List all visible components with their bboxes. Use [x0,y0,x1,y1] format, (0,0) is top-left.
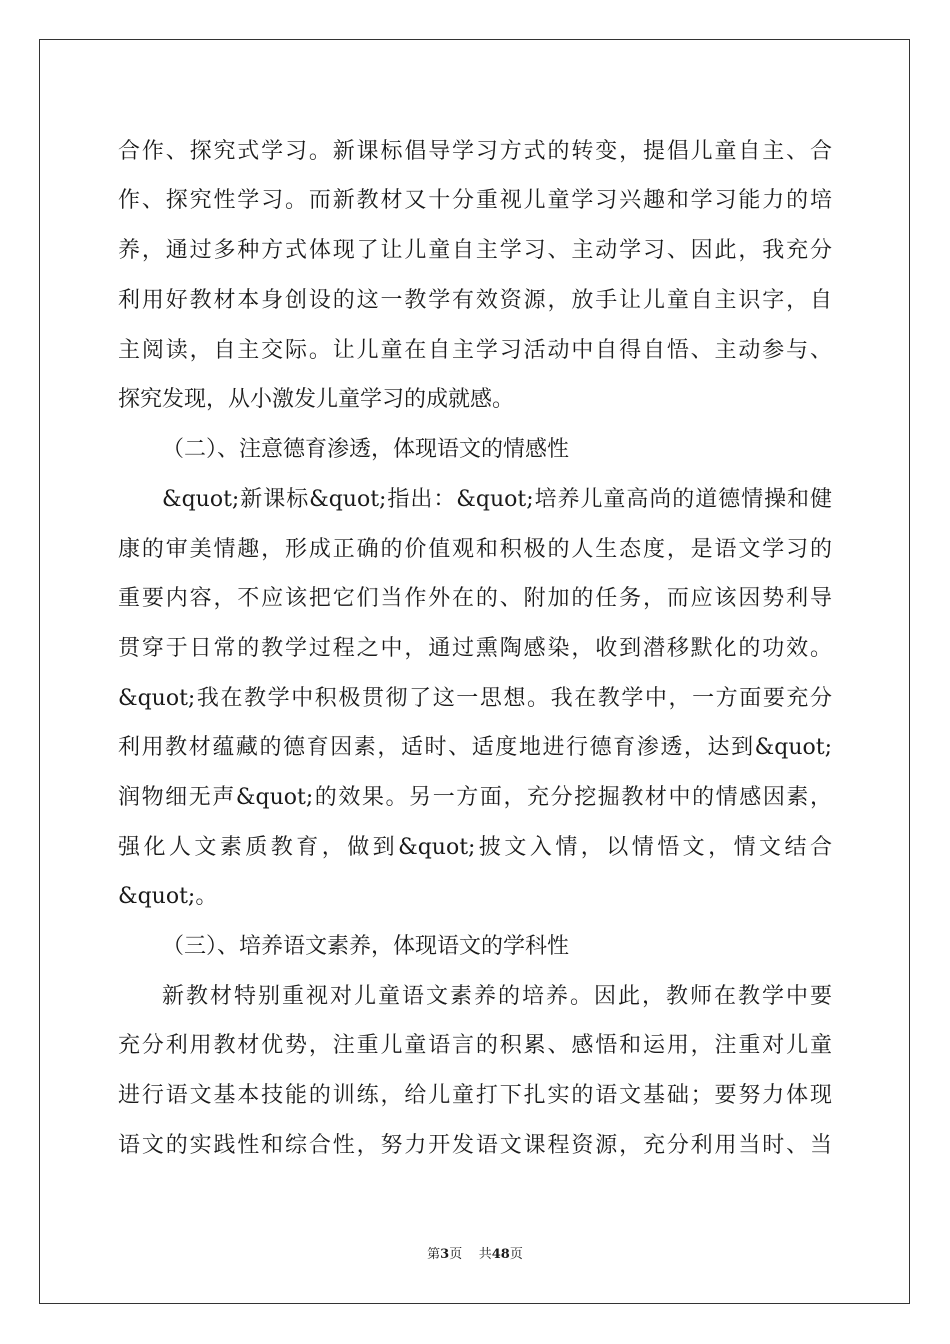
text-line: 充分利用教材优势，注重儿童语言的积累、感悟和运用，注重对儿童 [118,1033,832,1058]
text-line: 合作、探究式学习。新课标倡导学习方式的转变，提倡儿童自主、合 [118,139,832,164]
text-line: 探究发现，从小激发儿童学习的成就感。 [118,387,515,412]
footer-page-prefix: 第 [427,1247,441,1262]
text-line: 主阅读，自主交际。让儿童在自主学习活动中自得自悟、主动参与、 [118,338,832,363]
footer-page-suffix: 页 [449,1247,463,1262]
text-line: &quot;。 [118,884,218,909]
text-line: 贯穿于日常的教学过程之中，通过熏陶感染，收到潜移默化的功效。 [118,636,832,661]
text-line: &quot;我在教学中积极贯彻了这一思想。我在教学中，一方面要充分 [118,686,832,711]
text-line: &quot;新课标&quot;指出：&quot;培养儿童高尚的道德情操和健 [162,487,832,512]
section-heading: （二）、注意德育渗透，体现语文的情感性 [162,437,570,462]
text-line: 重要内容，不应该把它们当作外在的、附加的任务，而应该因势利导 [118,586,832,611]
footer-total-prefix: 共 [478,1247,492,1262]
text-line: 利用好教材本身创设的这一教学有效资源，放手让儿童自主识字，自 [118,288,832,313]
page-border [39,39,910,1304]
text-line: 养，通过多种方式体现了让儿童自主学习、主动学习、因此，我充分 [118,238,832,263]
text-line: 作、探究性学习。而新教材又十分重视儿童学习兴趣和学习能力的培 [118,188,832,213]
text-line: 强化人文素质教育，做到&quot;披文入情，以情悟文，情文结合 [118,835,832,860]
text-line: 进行语文基本技能的训练，给儿童打下扎实的语文基础；要努力体现 [118,1083,832,1108]
page-footer [0,1246,950,1264]
footer-page-number: 3 [440,1247,450,1262]
footer-total-suffix: 页 [509,1247,523,1262]
footer-total-pages: 48 [491,1247,510,1262]
text-line: 康的审美情趣，形成正确的价值观和积极的人生态度，是语文学习的 [118,537,832,562]
text-line: 润物细无声&quot;的效果。另一方面，充分挖掘教材中的情感因素， [118,785,832,810]
text-line: 语文的实践性和综合性，努力开发语文课程资源，充分利用当时、当 [118,1133,832,1158]
text-line: 利用教材蕴藏的德育因素，适时、适度地进行德育渗透，达到&quot; [118,735,832,760]
section-heading: （三）、培养语文素养，体现语文的学科性 [162,934,570,959]
text-line: 新教材特别重视对儿童语文素养的培养。因此，教师在教学中要 [162,984,832,1009]
